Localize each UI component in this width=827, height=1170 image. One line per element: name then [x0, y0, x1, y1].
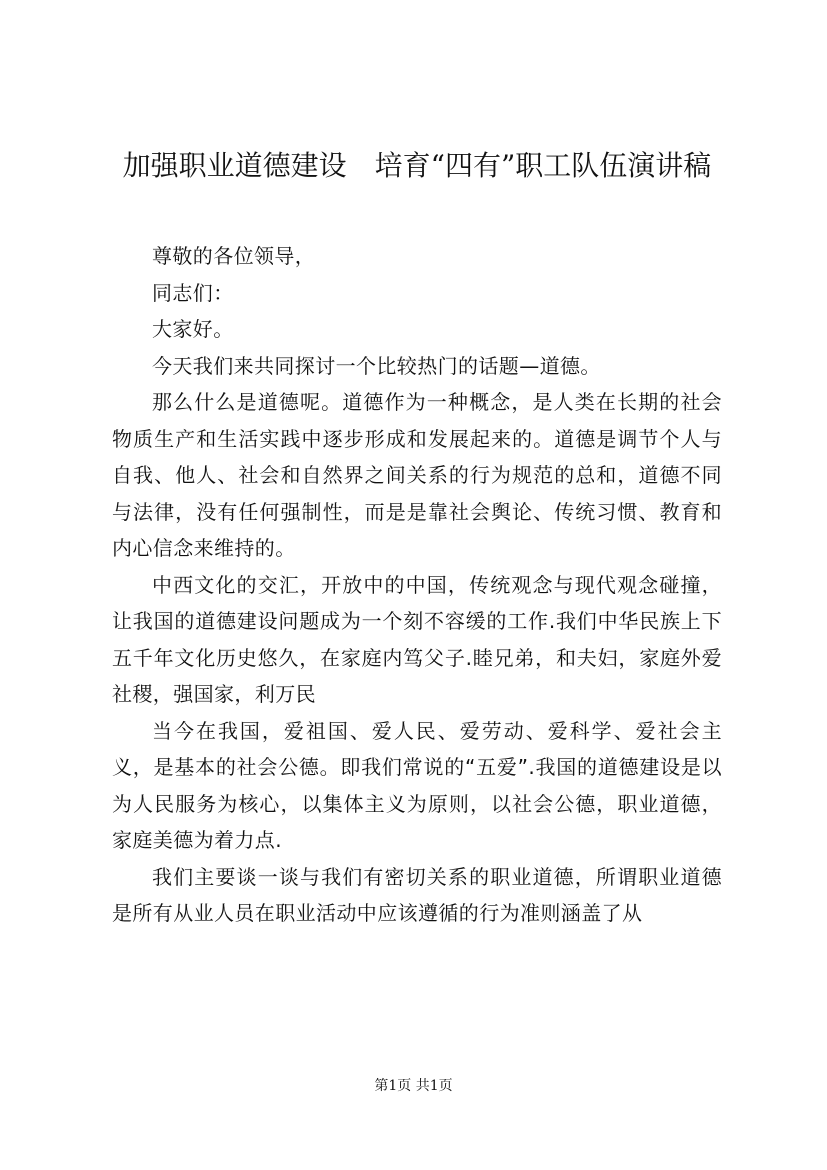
morality-definition-paragraph: 那么什么是道德呢。道德作为一种概念，是人类在长期的社会物质生产和生活实践中逐步形成和发展起来的。道德是调节个人与自我、他人、社会和自然界之间关系的行为规范的总和，道德不同与法律，没有任何强制性，而是是靠社会舆论、传统习惯、教育和内心信念来维持的。: [112, 390, 722, 560]
greeting-hello-paragraph: 大家好。: [152, 317, 234, 341]
topic-intro-paragraph: 今天我们来共同探讨一个比较热门的话题—道德。: [152, 353, 601, 378]
page-number-footer: 第1页 共1页: [374, 1078, 453, 1094]
professional-ethics-paragraph: 我们主要谈一谈与我们有密切关系的职业道德，所谓职业道德是所有从业人员在职业活动中应该遵循的行为准则涵盖了从: [112, 864, 722, 925]
document-title: 加强职业道德建设 培育“四有”职工队伍演讲稿: [122, 149, 712, 182]
public-morality-paragraph: 当今在我国，爱祖国、爱人民、爱劳动、爱科学、爱社会主义，是基本的社会公德。即我们常说的“五爱”.我国的道德建设是以为人民服务为核心，以集体主义为原则，以社会公德，职业道德，家庭美德为着力点.: [112, 718, 722, 852]
culture-exchange-paragraph: 中西文化的交汇，开放中的中国，传统观念与现代观念碰撞，让我国的道德建设问题成为一个刻不容缓的工作.我们中华民族上下五千年文化历史悠久，在家庭内笃父子.睦兄弟，和夫妇，家庭外爱社稷，强国家，利万民: [112, 572, 722, 706]
salutation-paragraph: 尊敬的各位领导，: [152, 244, 316, 268]
document-body: [112, 238, 722, 932]
greeting-comrades-paragraph: 同志们：: [152, 280, 234, 305]
